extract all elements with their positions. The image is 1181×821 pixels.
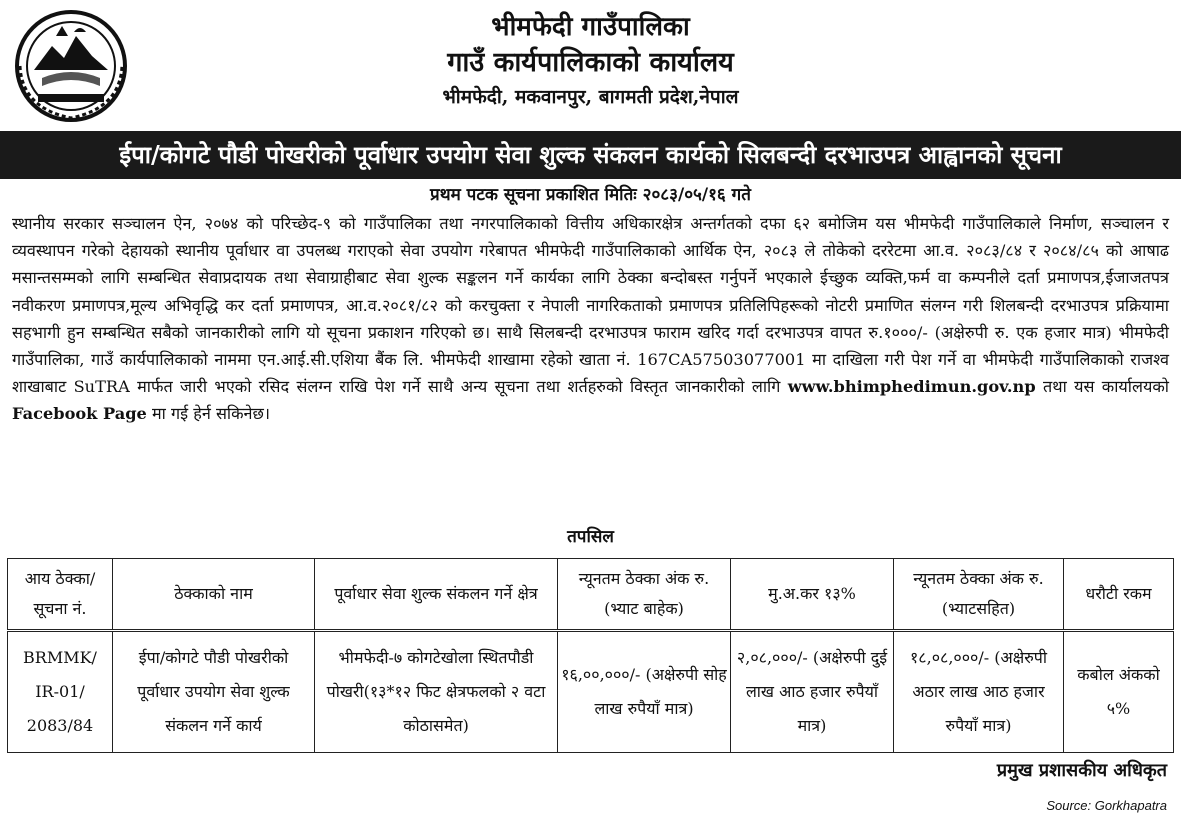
table-row [8,631,1174,753]
notice-body [12,210,1169,428]
source-credit: Source: Gorkhapatra [1046,798,1167,813]
header-contract-name: ठेक्काको नाम [113,559,315,631]
schedule-heading: तपसिल [567,527,614,547]
cell-min-amount-excl-vat: १६,००,०००/- (अक्षेरुपी सोह लाख रुपैयाँ मात्र) [558,631,731,753]
header-min-amount-incl-vat: न्यूनतम ठेक्का अंक रु. (भ्याटसहित) [894,559,1064,631]
header-contract-no: आय ठेक्का/ सूचना नं. [8,559,113,631]
office-name: गाउँ कार्यपालिकाको कार्यालय [447,47,734,78]
body-paragraph: स्थानीय सरकार सञ्चालन ऐन, २०७४ को परिच्छेद-९ को गाउँपालिका तथा नगरपालिकाको वित्तीय अधिकारक्षेत्र अन्तर्गतको दफा ६२ बमोजिम यस भीमफेदी गाउँपालिकाले निर्माण, सञ्चालन र व्यवस्थापन गरेको देहायको स्थानीय पूर्वाधार वा उपलब्ध गराएको सेवा उपयोग गरेबापत भीमफेदी गाउँपालिकाको आर्थिक ऐन, २०८३ ले तोकेको दररेटमा आ.व. २०८३/८४ र २०८४/८५ को आषाढ मसान्तसम्मको लागि सम्बन्धित सेवाप्रदायक तथा सेवाग्राहीबाट सेवा शुल्क सङ्कलन गर्ने कार्यका लागि ठेक्का बन्दोबस्त गर्नुपर्ने भएकाले ईच्छुक व्यक्ति,फर्म वा कम्पनीले दर्ता प्रमाणपत्र,ईजाजतपत्र नवीकरण प्रमाणपत्र,मूल्य अभिवृद्धि कर दर्ता प्रमाणपत्र, आ.व.२०८१/८२ को करचुक्ता र नेपाली नागरिकताको प्रमाणपत्र प्रतिलिपिहरूको नोटरी प्रमाणित संलग्न गरी शिलबन्दी दरभाउपत्र प्रक्रियामा सहभागी हुन सम्बन्धित सबैको जानकारीको लागि यो सूचना प्रकाशन गरिएको छ। साथै सिलबन्दी दरभाउपत्र फाराम खरिद गर्दा दरभाउपत्र वापत रु.१०००/- (अक्षेरुपी रु. एक हजार मात्र) भीमफेदी गाउँपालिका, गाउँ कार्यपालिकाको नाममा एन.आई.सी.एशिया बैंक लि. भीमफेदी शाखामा रहेको खाता नं. 167CA57503077001 मा दाखिला गरी पेश गर्ने वा भीमफेदी गाउँपालिकाको राजश्व शाखाबाट SuTRA मार्फत जारी भएको रसिद संलग्न राखि पेश गर्ने साथै अन्य सूचना तथा शर्तहरुको विस्तृत जानकारीको लागि [12,214,1169,397]
office-address: भीमफेदी, मकवानपुर, बागमती प्रदेश,नेपाल [442,86,739,108]
header-min-amount-excl-vat: न्यूनतम ठेक्का अंक रु. (भ्याट बाहेक) [558,559,731,631]
cell-collection-area: भीमफेदी-७ कोगटेखोला स्थितपौडी पोखरी(१३*१२ फिट क्षेत्रफलको २ वटा कोठासमेत) [315,631,558,753]
table-header-row [8,559,1174,631]
facebook-page-link[interactable]: Facebook Page [12,404,147,424]
signatory-title: प्रमुख प्रशासकीय अधिकृत [996,760,1167,781]
cell-deposit: कबोल अंकको ५% [1064,631,1174,753]
cell-contract-name: ईपा/कोगटे पौडी पोखरीको पूर्वाधार उपयोग सेवा शुल्क संकलन गर्ने कार्य [113,631,315,753]
header-vat: मु.अ.कर १३% [731,559,894,631]
office-header [160,10,1021,112]
contract-table [7,558,1174,753]
notice-title: ईपा/कोगटे पौडी पोखरीको पूर्वाधार उपयोग सेवा शुल्क संकलन कार्यको सिलबन्दी दरभाउपत्र आह्वानको सूचना [0,131,1181,179]
website-link[interactable]: www.bhimphedimun.gov.np [787,377,1036,397]
header-collection-area: पूर्वाधार सेवा शुल्क संकलन गर्ने क्षेत्र [315,559,558,631]
municipality-name: भीमफेदी गाउँपालिका [491,12,690,42]
body-end: मा गई हेर्न सकिनेछ। [146,404,270,424]
body-mid: तथा यस कार्यालयको [1035,377,1169,397]
cell-min-amount-incl-vat: १८,०८,०००/- (अक्षेरुपी अठार लाख आठ हजार रुपैयाँ मात्र) [894,631,1064,753]
nepal-government-emblem-icon [12,8,130,124]
header-deposit: धरौटी रकम [1064,559,1174,631]
cell-vat: २,०८,०००/- (अक्षेरुपी दुई लाख आठ हजार रुपैयाँ मात्र) [731,631,894,753]
cell-contract-no: BRMMK/ IR-01/ 2083/84 [8,631,113,753]
published-date: प्रथम पटक सूचना प्रकाशित मितिः २०८३/०५/१६ गते [430,185,751,205]
